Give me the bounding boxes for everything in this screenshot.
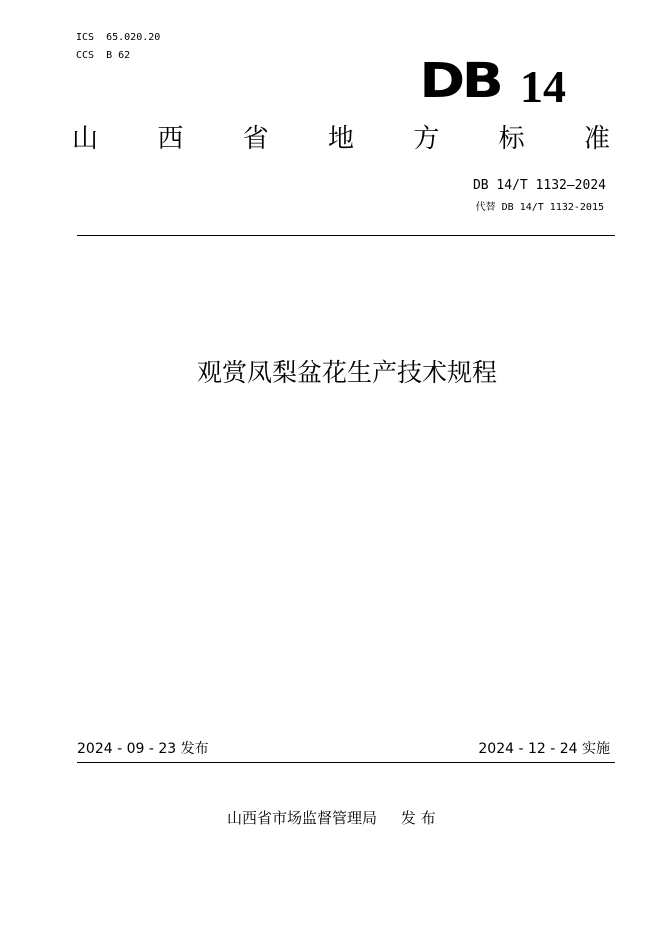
standard-type-char: 地 <box>327 124 354 154</box>
standard-type-char: 准 <box>583 124 610 154</box>
db-logo: DB <box>418 53 500 109</box>
issue-date: 2024 - 09 - 23 发布 <box>77 741 209 757</box>
ccs-code: CCS B 62 <box>76 50 131 61</box>
document-title: 观赏凤梨盆花生产技术规程 <box>196 358 497 387</box>
effective-date: 2024 - 12 - 24 实施 <box>478 741 610 757</box>
issuing-authority: 山西省市场监督管理局 发 布 <box>227 809 436 827</box>
standard-type-char: 标 <box>498 124 525 154</box>
replaces-standard: 代替 DB 14/T 1132-2015 <box>475 202 604 213</box>
standard-number: DB 14/T 1132—2024 <box>472 178 606 193</box>
standard-type-char: 省 <box>242 124 269 154</box>
standard-mark <box>418 53 566 112</box>
standard-type-heading <box>72 122 610 156</box>
standard-type-char: 山 <box>72 124 99 154</box>
province-code: 14 <box>520 61 566 112</box>
header-divider <box>77 235 615 236</box>
standard-type-char: 方 <box>413 124 440 154</box>
footer-divider <box>77 762 615 763</box>
ics-code: ICS 65.020.20 <box>76 32 161 43</box>
standard-type-char: 西 <box>157 124 184 154</box>
